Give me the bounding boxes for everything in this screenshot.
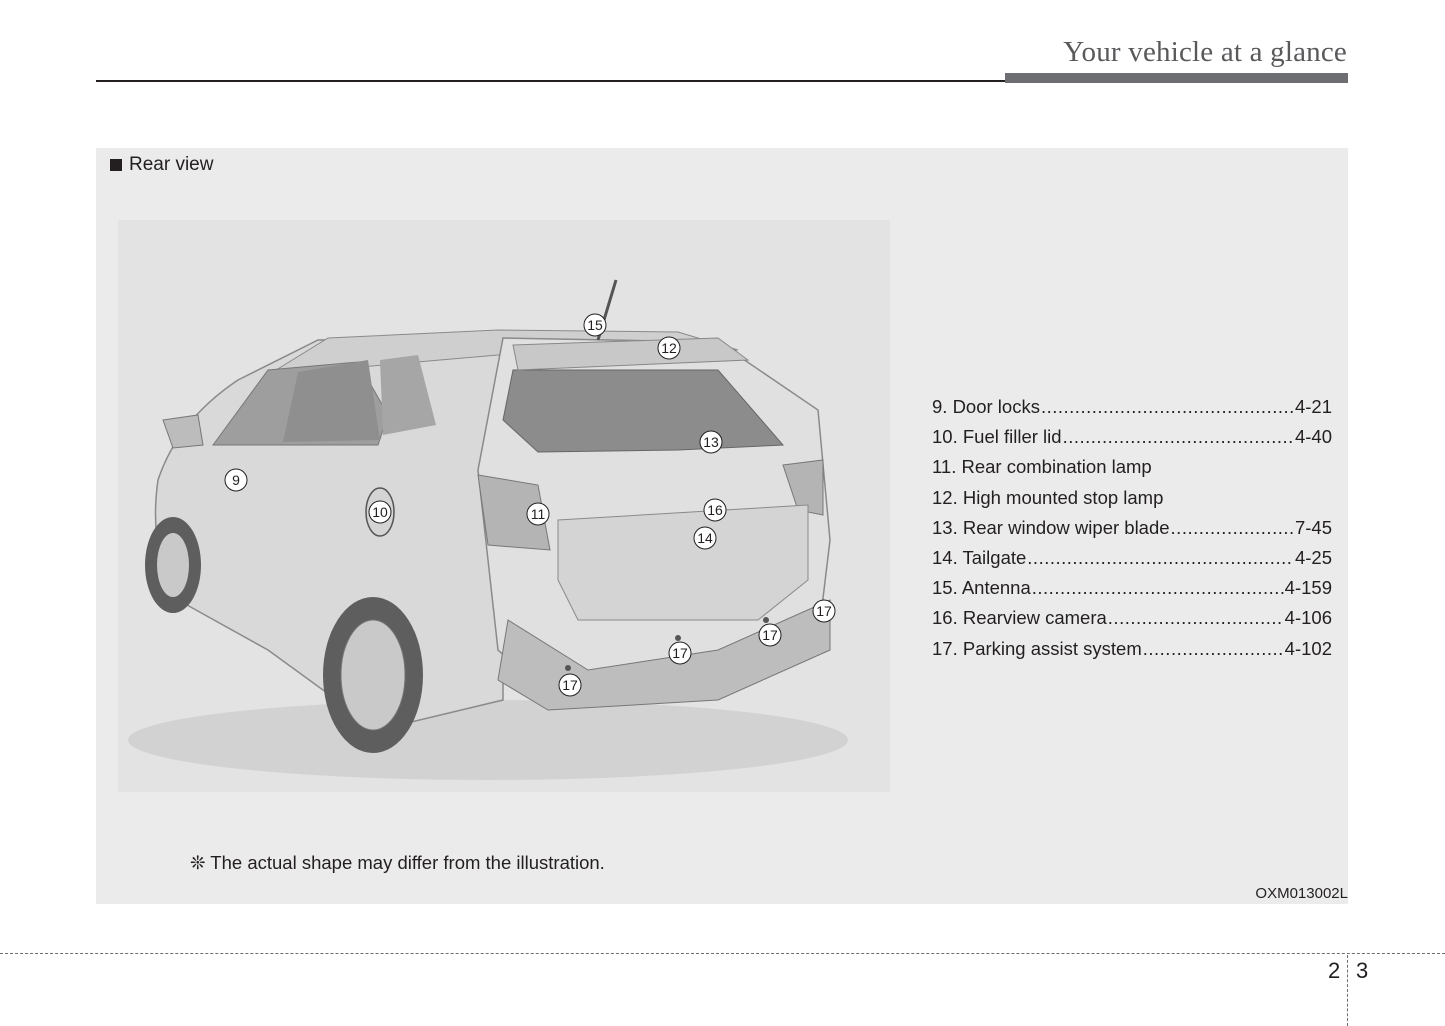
leader-dots — [1108, 607, 1284, 629]
leader-dots — [1041, 396, 1294, 418]
rear-view-panel — [96, 148, 1348, 904]
legend-page: 4-106 — [1284, 607, 1332, 629]
svg-text:9: 9 — [232, 472, 240, 488]
page-number-separator — [1347, 955, 1348, 1026]
legend-label: 11. Rear combination lamp — [932, 456, 1152, 478]
leader-dots — [1171, 517, 1294, 539]
section-heading-text: Rear view — [129, 154, 214, 175]
callout-17d — [813, 600, 835, 622]
leader-dots — [1143, 638, 1284, 660]
svg-text:10: 10 — [372, 504, 388, 520]
section-heading — [110, 154, 213, 176]
legend-row — [932, 638, 1332, 668]
square-bullet-icon — [110, 159, 122, 171]
parts-legend — [932, 396, 1332, 668]
legend-row — [932, 396, 1332, 426]
page-header-title: Your vehicle at a glance — [1063, 36, 1347, 68]
callout-10 — [369, 501, 391, 523]
legend-label: 9. Door locks — [932, 396, 1040, 417]
legend-label: 14. Tailgate — [932, 546, 1027, 568]
legend-row — [932, 426, 1332, 456]
svg-text:13: 13 — [703, 434, 719, 450]
callout-17c — [759, 624, 781, 646]
svg-text:15: 15 — [587, 317, 603, 333]
svg-text:12: 12 — [661, 340, 677, 356]
leader-dots — [1063, 426, 1294, 448]
svg-text:17: 17 — [672, 645, 688, 661]
chapter-number: 2 — [1328, 958, 1341, 983]
callout-9 — [225, 469, 247, 491]
legend-label: 12. High mounted stop lamp — [932, 486, 1164, 508]
legend-label: 10. Fuel filler lid — [932, 426, 1062, 448]
header-accent-bar — [1005, 73, 1348, 83]
footer-dashed-rule — [0, 953, 1445, 954]
legend-page: 4-40 — [1294, 426, 1332, 448]
legend-row — [932, 517, 1332, 547]
callout-15 — [584, 314, 606, 336]
legend-page: 7-45 — [1294, 516, 1332, 538]
leader-dots — [1027, 547, 1294, 569]
vehicle-rear-illustration — [118, 220, 890, 792]
legend-page: 4-159 — [1284, 577, 1332, 599]
legend-label: 13. Rear window wiper blade — [932, 516, 1170, 538]
legend-label: 17. Parking assist system — [932, 637, 1142, 659]
illustration-note: ❊ The actual shape may differ from the illustration. — [190, 852, 605, 873]
svg-text:14: 14 — [697, 530, 713, 546]
callout-12 — [658, 337, 680, 359]
suv-rear-drawing — [118, 220, 890, 792]
legend-label: 16. Rearview camera — [932, 607, 1107, 629]
legend-page: 4-21 — [1294, 396, 1332, 417]
callout-17b — [669, 642, 691, 664]
callout-11 — [527, 503, 549, 525]
legend-row — [932, 577, 1332, 607]
legend-row — [932, 547, 1332, 577]
svg-text:16: 16 — [707, 502, 723, 518]
svg-text:17: 17 — [562, 677, 578, 693]
page-number: 3 — [1356, 958, 1369, 983]
legend-row — [932, 607, 1332, 637]
svg-text:17: 17 — [762, 627, 778, 643]
legend-row — [932, 487, 1332, 517]
callout-13 — [700, 431, 722, 453]
legend-row — [932, 456, 1332, 486]
legend-label: 15. Antenna — [932, 577, 1031, 599]
callout-17a — [559, 674, 581, 696]
image-code: OXM013002L — [1255, 885, 1348, 902]
leader-dots — [1032, 577, 1284, 599]
svg-text:17: 17 — [816, 603, 832, 619]
callout-16 — [704, 499, 726, 521]
callout-14 — [694, 527, 716, 549]
svg-text:11: 11 — [530, 506, 546, 522]
legend-page: 4-25 — [1294, 546, 1332, 568]
legend-page: 4-102 — [1284, 637, 1332, 659]
